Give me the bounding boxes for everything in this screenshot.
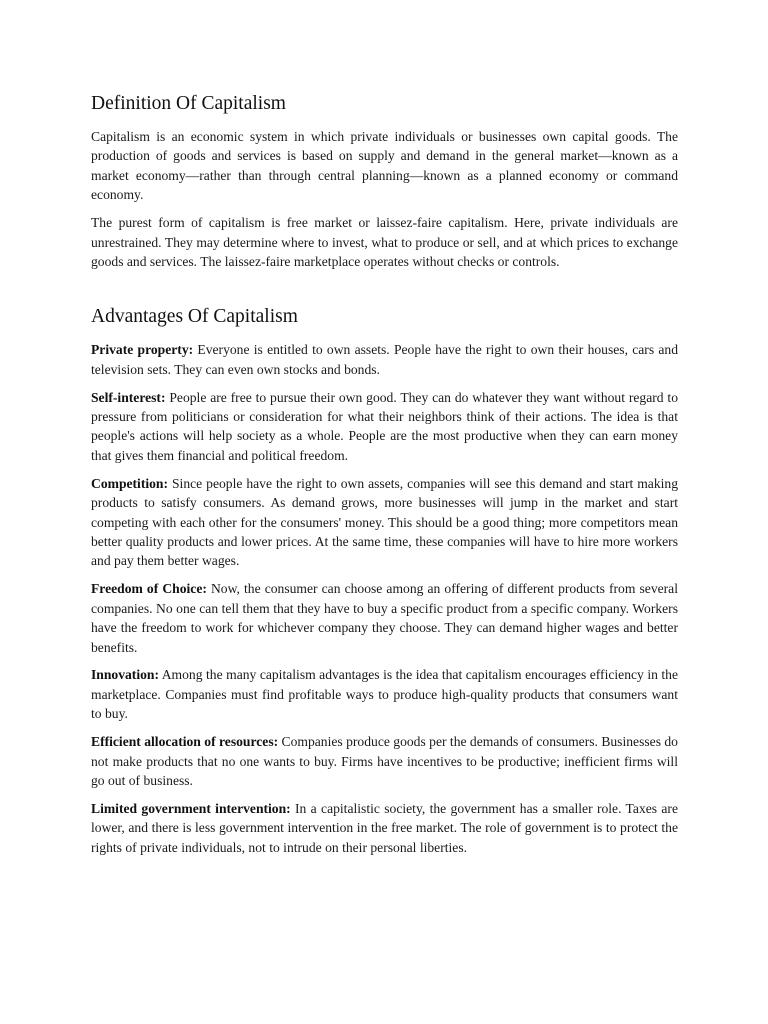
advantage-item-freedom-of-choice: [91, 579, 678, 657]
advantage-item-self-interest: [91, 388, 678, 466]
advantage-text: People are free to pursue their own good. They can do whatever they want without regard to pressure from politicians or consideration for what their neighbors think of their actions. The idea is that people's actions will help society as a whole. People are the most productive when they can earn money that gives them financial and political freedom.: [91, 389, 678, 463]
advantage-item-limited-government: [91, 799, 678, 857]
advantage-text: Since people have the right to own assets, companies will see this demand and start making products to satisfy consumers. As demand grows, more businesses will jump in the market and start competing with each other for the consumers' money. This should be a good thing; more competitors mean better quality products and lower prices. At the same time, these companies will have to hire more workers and pay them better wages.: [91, 475, 678, 569]
definition-heading: Definition Of Capitalism: [91, 93, 286, 114]
advantage-term: Limited government intervention:: [91, 800, 291, 816]
advantage-term: Freedom of Choice:: [91, 581, 207, 597]
definition-paragraph: Capitalism is an economic system in which private individuals or businesses own capital goods. The production of goods and services is based on supply and demand in the general market—known as a market economy—rather than through central planning—known as a planned economy or command economy.: [91, 129, 678, 203]
advantage-item-innovation: [91, 665, 678, 723]
advantage-term: Private property:: [91, 342, 194, 358]
definition-paragraph: The purest form of capitalism is free market or laissez-faire capitalism. Here, private individuals are unrestrained. They may determine where to invest, what to produce or sell, and at which prices to exchange goods and services. The laissez-faire marketplace operates without checks or controls.: [91, 215, 678, 269]
advantage-text: Among the many capitalism advantages is the idea that capitalism encourages efficiency in the marketplace. Companies must find profitable ways to produce high-quality products that consumers want to buy.: [91, 667, 678, 722]
advantage-item-competition: [91, 474, 678, 571]
advantage-text: Everyone is entitled to own assets. People have the right to own their houses, cars and television sets. They can even own stocks and bonds.: [91, 342, 678, 377]
advantage-text: In a capitalistic society, the government has a smaller role. Taxes are lower, and there is less government intervention in the free market. The role of government is to protect the rights of private individuals, not to intrude on their personal liberties.: [91, 800, 678, 855]
advantage-term: Competition:: [91, 475, 169, 491]
advantage-term: Innovation:: [91, 667, 159, 683]
advantage-text: Now, the consumer can choose among an offering of different products from several companies. No one can tell them that they have to buy a specific product from a specific company. Workers have the freedom to work for whichever company they choose. They can demand higher wages and better benefits.: [91, 581, 678, 655]
advantage-item-private-property: [91, 340, 678, 379]
advantage-item-efficient-allocation: [91, 732, 678, 790]
advantages-heading: Advantages Of Capitalism: [91, 306, 298, 328]
advantage-term: Efficient allocation of resources:: [91, 734, 279, 750]
advantage-term: Self-interest:: [91, 389, 166, 405]
advantage-text: Companies produce goods per the demands of consumers. Businesses do not make products that no one wants to buy. Firms have incentives to be productive; inefficient firms will go out of business.: [91, 734, 678, 788]
